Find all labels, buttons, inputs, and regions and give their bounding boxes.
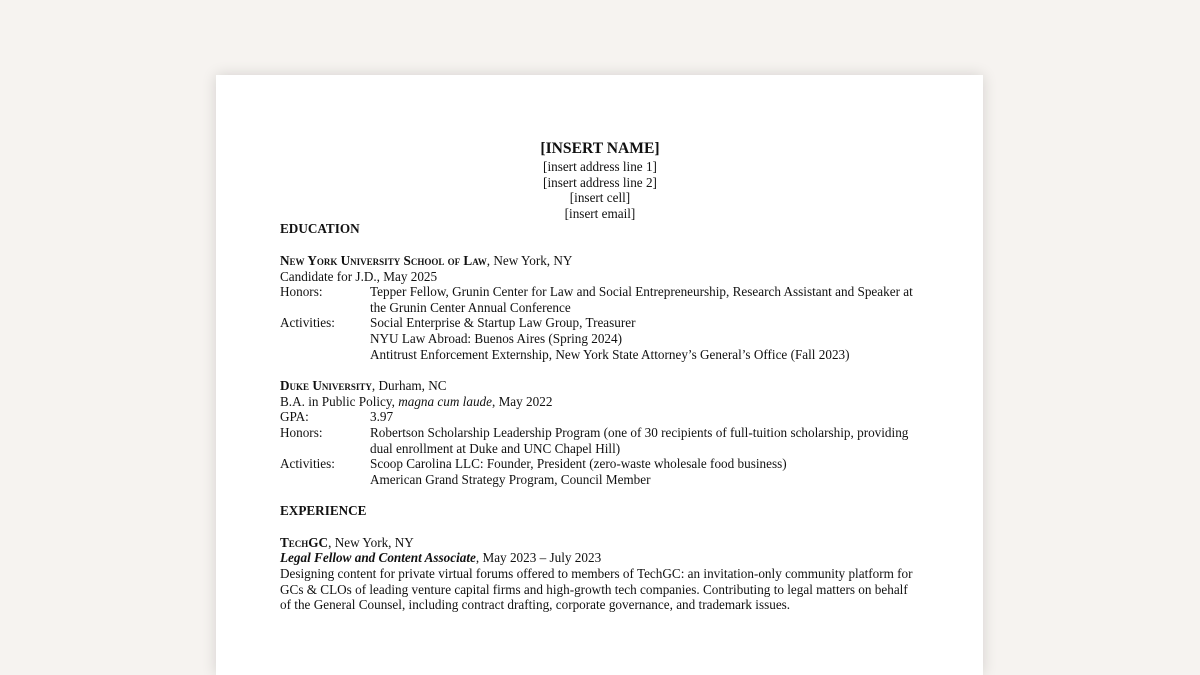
nyu-school-name: New York University School of Law (280, 252, 487, 268)
nyu-activity-item: Social Enterprise & Startup Law Group, Treasurer (370, 315, 636, 331)
nyu-activity-item: NYU Law Abroad: Buenos Aires (Spring 2024) (370, 330, 622, 346)
duke-school-line (280, 378, 920, 394)
resume-page (216, 75, 983, 675)
duke-honors-label: Honors: (280, 424, 323, 440)
techgc-title-line (280, 550, 920, 566)
nyu-honors: Tepper Fellow, Grunin Center for Law and Social Entrepreneurship, Research Assistant and Speaker at the Grunin Center Annual Conference (370, 284, 913, 315)
candidate-name: [INSERT NAME] (540, 140, 660, 157)
nyu-activities-list (370, 315, 920, 362)
address-line-1: [insert address line 1] (543, 159, 657, 174)
nyu-activity-item: Antitrust Enforcement Externship, New York State Attorney’s General’s Office (Fall 2023) (370, 346, 850, 362)
address-line-2: [insert address line 2] (543, 174, 657, 190)
nyu-honors-label: Honors: (280, 284, 323, 300)
nyu-activities-row (280, 315, 920, 362)
email: [insert email] (564, 205, 636, 221)
nyu-degree: Candidate for J.D., May 2025 (280, 268, 438, 284)
duke-degree-date: , May 2022 (491, 393, 553, 409)
resume-document (280, 139, 920, 613)
nyu-honors-row (280, 284, 920, 315)
duke-honors: Robertson Scholarship Leadership Program (one of 30 recipients of full-tuition scholarship, providing dual enrollment at Duke and UNC Chapel Hill) (370, 424, 909, 456)
duke-degree-text: B.A. in Public Policy, (280, 393, 399, 409)
duke-activities-row (280, 456, 920, 487)
nyu-activities-label: Activities: (280, 315, 335, 331)
duke-gpa-label: GPA: (280, 409, 309, 425)
education-heading: EDUCATION (280, 221, 360, 237)
duke-gpa: 3.97 (370, 409, 394, 425)
experience-heading: EXPERIENCE (280, 503, 367, 519)
nyu-school-line (280, 253, 920, 269)
duke-activity-item: Scoop Carolina LLC: Founder, President (zero-waste wholesale food business) (370, 456, 787, 472)
techgc-dates: , May 2023 – July 2023 (475, 550, 602, 566)
duke-latin-honors: magna cum laude (398, 393, 492, 409)
resume-header (280, 139, 920, 221)
duke-degree (280, 394, 920, 410)
techgc-description: Designing content for private virtual forums offered to members of TechGC: an invitation-only community platform for GCs & CLOs of leading venture capital firms and high-growth tech companies. Contributing to legal matters on behalf of the General Counsel, including contract drafting, corporate governance, and trademark issues. (280, 566, 913, 613)
nyu-location: , New York, NY (486, 252, 573, 268)
duke-activities-list (370, 456, 920, 487)
techgc-company-line (280, 535, 920, 551)
techgc-job-title: Legal Fellow and Content Associate (280, 550, 476, 566)
duke-gpa-row (280, 409, 920, 425)
techgc-company-name: TechGC (280, 534, 329, 550)
duke-location: , Durham, NC (371, 378, 447, 394)
cell-phone: [insert cell] (569, 190, 631, 206)
duke-activity-item: American Grand Strategy Program, Council Member (370, 471, 651, 487)
duke-honors-row (280, 425, 920, 456)
duke-school-name: Duke University (280, 378, 372, 394)
duke-activities-label: Activities: (280, 456, 335, 472)
techgc-location: , New York, NY (328, 534, 414, 550)
